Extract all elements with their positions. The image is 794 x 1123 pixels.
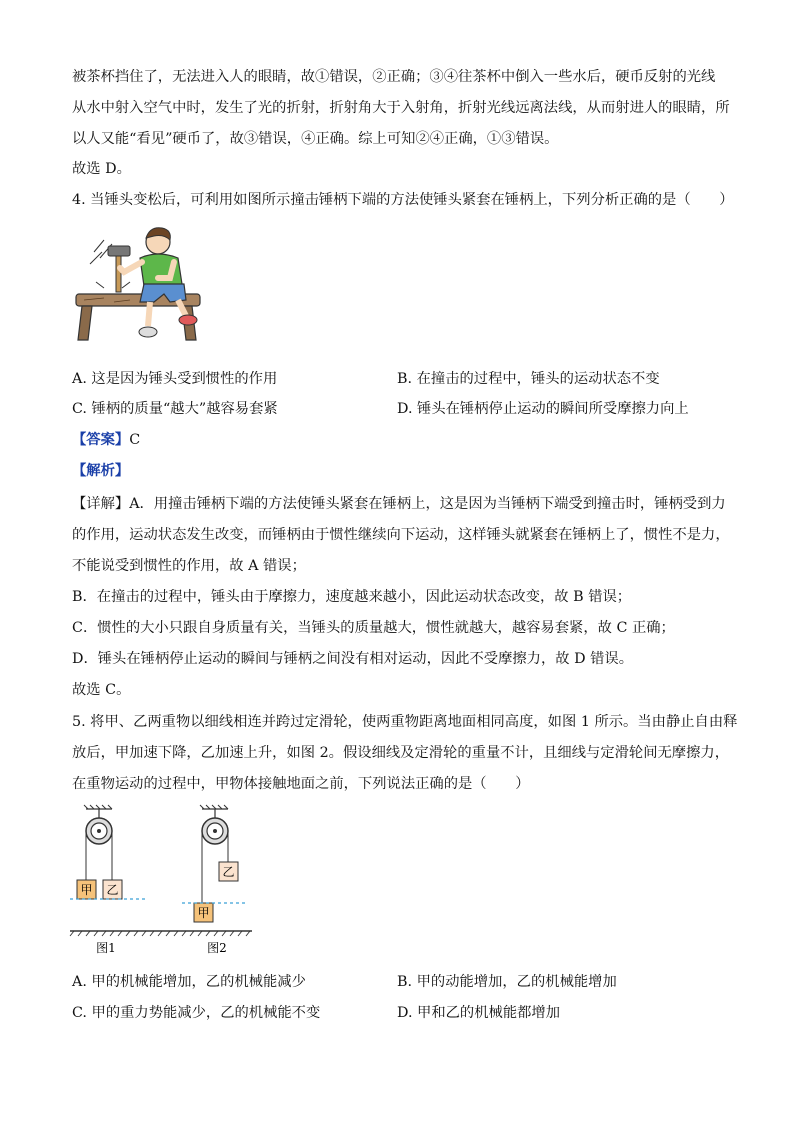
q4-stem: 4. 当锤头变松后，可利用如图所示撞击锤柄下端的方法使锤头紧套在锤柄上，下列分析正确的是（ ） (72, 192, 734, 208)
intro-line-2: 从水中射入空气中时，发生了光的折射，折射角大于入射角，折射光线远离法线，从而射进人的眼睛，所 (72, 100, 730, 116)
block-jia-fig1-label: 甲 (80, 883, 93, 897)
q4-option-a: A. 这是因为锤头受到惯性的作用 (72, 371, 278, 387)
hammer-handle (116, 254, 121, 292)
answer-label: 【答案】 (72, 432, 130, 448)
intro-line-4: 故选 D。 (72, 161, 131, 177)
boy-shirt (140, 254, 182, 286)
q4-detail-line-2: 的作用，运动状态发生改变，而锤柄由于惯性继续向下运动，这样锤头就紧套在锤柄上了，惯性不是力， (72, 527, 730, 543)
q4-detail-line-7: 故选 C。 (72, 682, 131, 698)
q4-detail-line-3: 不能说受到惯性的作用，故 A 错误； (72, 558, 306, 574)
detail-label: 【详解】 (72, 496, 130, 512)
q5-option-c: C. 甲的重力势能减少，乙的机械能不变 (72, 1005, 321, 1021)
q4-detail-line-4: B．在撞击的过程中，锤头由于摩擦力，速度越来越小，因此运动状态改变，故 B 错误； (72, 589, 632, 605)
hammer-bench-illustration (74, 222, 214, 344)
q5-stem-line-3: 在重物运动的过程中，甲物体接触地面之前，下列说法正确的是（ ） (72, 776, 530, 792)
q4-detail-line-5: C．惯性的大小只跟自身质量有关，当锤头的质量越大，惯性就越大，越容易套紧，故 C 正确； (72, 620, 675, 636)
q5-stem-line-1: 5. 将甲、乙两重物以细线相连并跨过定滑轮，使两重物距离地面相同高度，如图 1 所示。当由静止自由释 (72, 714, 738, 730)
bench-leg-left (78, 306, 92, 340)
fig1-caption: 图1 (96, 941, 116, 955)
q4-answer (72, 430, 140, 450)
figure-1 (70, 805, 148, 899)
analysis-label: 【解析】 (72, 463, 130, 479)
q4-option-d: D. 锤头在锤柄停止运动的瞬间所受摩擦力向上 (397, 401, 689, 417)
block-yi-fig2-label: 乙 (222, 865, 235, 879)
intro-line-1: 被茶杯挡住了，无法进入人的眼睛，故①错误，②正确；③④往茶杯中倒入一些水后，硬币反射的光线 (72, 69, 716, 85)
answer-value: C (129, 432, 141, 448)
q4-analysis-heading (72, 461, 129, 481)
q4-detail-line-6: D．锤头在锤柄停止运动的瞬间与锤柄之间没有相对运动，因此不受摩擦力，故 D 错误。 (72, 651, 633, 667)
q5-option-b: B. 甲的动能增加，乙的机械能增加 (397, 974, 617, 990)
q4-detail-line-1 (72, 494, 726, 514)
q5-option-a: A. 甲的机械能增加，乙的机械能减少 (72, 974, 306, 990)
figure-2 (182, 805, 248, 922)
intro-line-3: 以人又能“看见”硬币了，故③错误，④正确。综上可知②④正确，①③错误。 (72, 131, 559, 147)
fig2-caption: 图2 (207, 941, 227, 955)
block-jia-fig2-label: 甲 (197, 906, 210, 920)
q5-option-d: D. 甲和乙的机械能都增加 (397, 1005, 561, 1021)
detail-text-1: A．用撞击锤柄下端的方法使锤头紧套在锤柄上，这是因为当锤柄下端受到撞击时，锤柄受到力 (129, 496, 726, 512)
q5-stem-line-2: 放后，甲加速下降，乙加速上升，如图 2。假设细线及定滑轮的重量不计，且细线与定滑轮间无摩擦力， (72, 745, 729, 761)
q4-option-b: B. 在撞击的过程中，锤头的运动状态不变 (397, 371, 660, 387)
block-yi-fig1-label: 乙 (106, 883, 119, 897)
hammer-head (108, 246, 130, 256)
q4-option-c: C. 锤柄的质量“越大”越容易套紧 (72, 401, 278, 417)
pulley-figure (70, 805, 260, 957)
